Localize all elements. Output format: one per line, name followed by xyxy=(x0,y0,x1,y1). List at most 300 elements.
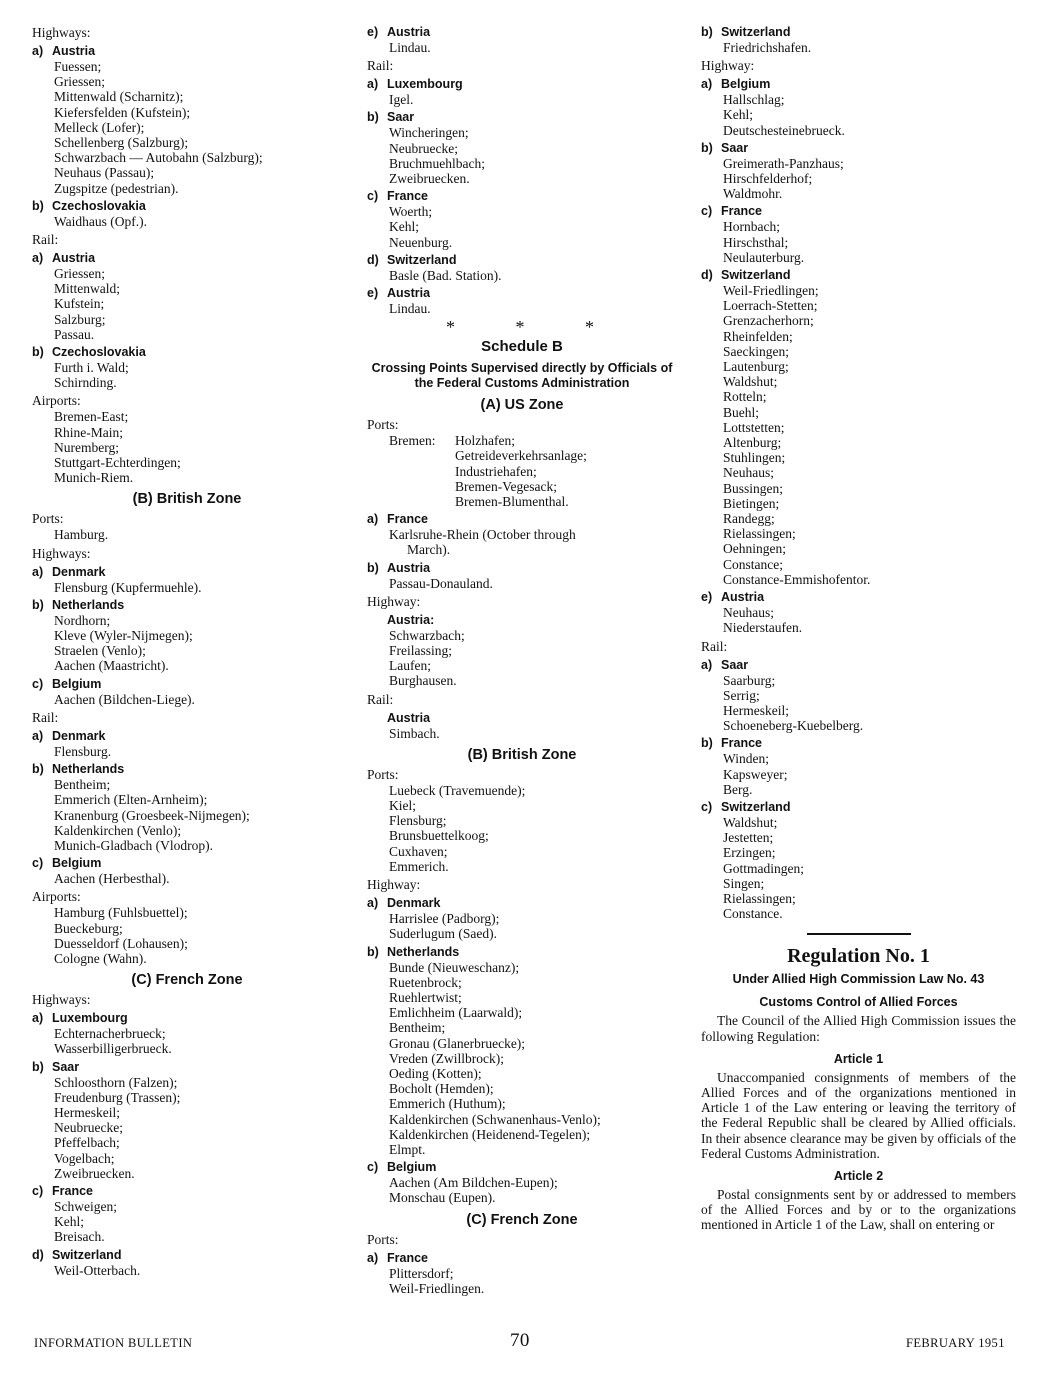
country-heading xyxy=(367,188,677,204)
place-item: Luebeck (Travemuende); xyxy=(389,782,526,798)
country-name: Belgium xyxy=(721,77,771,92)
place-item: Bueckeburg; xyxy=(54,920,123,936)
list-letter: d) xyxy=(701,268,713,283)
place-item: Constance; xyxy=(723,556,783,572)
place-item: Bruchmuehlbach; xyxy=(389,155,485,171)
place-item: Emlichheim (Laarwald); xyxy=(389,1005,523,1021)
place-item: Hermeskeil; xyxy=(723,702,789,718)
country-name: Switzerland xyxy=(721,799,791,814)
place-item: Neubruecke; xyxy=(389,140,458,156)
place-item: Hallschlag; xyxy=(723,92,785,108)
place-list xyxy=(701,605,1016,635)
country-heading xyxy=(701,799,1016,815)
footer-page-number: 70 xyxy=(510,1330,530,1351)
place-item: Schellenberg (Salzburg); xyxy=(54,135,189,151)
list-letter: b) xyxy=(367,110,379,125)
country-heading xyxy=(32,855,342,871)
country-heading xyxy=(367,895,677,911)
country-heading xyxy=(32,198,342,214)
country-heading xyxy=(367,285,677,301)
place-item: Schloosthorn (Falzen); xyxy=(54,1074,178,1090)
list-letter: b) xyxy=(32,198,44,213)
place-item: Kiel; xyxy=(389,798,416,814)
place-list xyxy=(367,527,677,557)
list-letter: a) xyxy=(701,77,713,92)
place-item: Lindau. xyxy=(389,301,431,317)
place-item: Harrislee (Padborg); xyxy=(389,911,500,927)
place-list xyxy=(367,628,677,689)
list-letter: c) xyxy=(32,1183,44,1198)
place-item: Neulauterburg. xyxy=(723,249,805,265)
category-label: Rail: xyxy=(367,691,394,707)
category-label: Highways: xyxy=(32,545,91,561)
list-letter: e) xyxy=(701,590,713,605)
place-item: Greimerath-Panzhaus; xyxy=(723,155,844,171)
country-heading xyxy=(367,252,677,268)
country-name: France xyxy=(721,736,762,751)
place-item: Saarburg; xyxy=(723,672,776,688)
place-list xyxy=(367,268,677,283)
place-list xyxy=(32,613,342,674)
country-heading xyxy=(367,24,677,40)
place-item: Ruetenbrock; xyxy=(389,974,462,990)
place-list xyxy=(32,744,342,759)
place-item: Rielassingen; xyxy=(723,526,796,542)
list-letter: b) xyxy=(701,25,713,39)
country-name: Belgium xyxy=(387,1160,437,1175)
place-item: March). xyxy=(407,542,451,558)
place-item: Aachen (Maastricht). xyxy=(54,658,169,674)
country-name: Austria xyxy=(721,590,765,605)
place-item: Aachen (Am Bildchen-Eupen); xyxy=(389,1175,558,1191)
place-item: Waldmohr. xyxy=(723,186,783,202)
country-name: France xyxy=(52,1183,93,1198)
place-item: Kehl; xyxy=(389,219,419,235)
category-label: Highways: xyxy=(32,992,91,1008)
place-item: Lottstetten; xyxy=(723,419,785,435)
place-item: Furth i. Wald; xyxy=(54,360,129,376)
place-item: Munich-Riem. xyxy=(54,470,134,486)
place-list xyxy=(367,204,677,250)
place-item: Kehl; xyxy=(723,107,753,123)
place-item: Elmpt. xyxy=(389,1141,426,1157)
place-item: Erzingen; xyxy=(723,845,776,861)
country-name: Austria xyxy=(387,286,431,301)
country-heading xyxy=(701,140,1016,156)
place-item: Bremen-East; xyxy=(54,409,129,425)
country-name: Austria xyxy=(387,25,431,39)
place-item: Neuhaus; xyxy=(723,465,774,481)
place-list xyxy=(701,673,1016,734)
list-letter: a) xyxy=(367,512,379,527)
country-heading xyxy=(367,109,677,125)
place-item: Bietingen; xyxy=(723,495,780,511)
list-letter: b) xyxy=(367,560,379,575)
country-heading xyxy=(32,1059,342,1075)
list-letter: a) xyxy=(32,1011,44,1026)
place-item: Vogelbach; xyxy=(54,1150,115,1166)
place-item: Neubruecke; xyxy=(54,1120,123,1136)
place-item: Cologne (Wahn). xyxy=(54,950,147,966)
list-letter: a) xyxy=(32,564,44,579)
country-heading xyxy=(367,560,677,576)
place-item: Karlsruhe-Rhein (October through xyxy=(389,527,576,543)
place-item: Grenzacherhorn; xyxy=(723,313,814,329)
section-heading: Customs Control of Allied Forces xyxy=(759,995,958,1010)
country-heading xyxy=(367,1159,677,1175)
place-list xyxy=(32,409,342,485)
place-list xyxy=(701,751,1016,797)
place-item: Flensburg (Kupfermuehle). xyxy=(54,579,202,595)
country-name: Saar xyxy=(387,110,415,125)
place-list xyxy=(367,576,677,591)
place-item: Loerrach-Stetten; xyxy=(723,298,818,314)
regulation-subtitle: Under Allied High Commission Law No. 43 xyxy=(732,972,985,987)
place-list xyxy=(367,40,677,55)
place-item: Flensburg. xyxy=(54,743,112,759)
bremen-port-list xyxy=(455,433,587,509)
place-item: Randegg; xyxy=(723,511,775,527)
place-item: Griessen; xyxy=(54,74,105,90)
country-heading xyxy=(32,676,342,692)
place-item: Bremen-Vegesack; xyxy=(455,478,557,494)
place-item: Lautenburg; xyxy=(723,359,789,375)
place-item: Waidhaus (Opf.). xyxy=(54,213,148,229)
place-item: Bunde (Nieuweschanz); xyxy=(389,959,520,975)
place-item: Emmerich (Elten-Arnheim); xyxy=(54,792,208,808)
list-letter: a) xyxy=(32,44,44,58)
place-list xyxy=(701,40,1016,55)
place-item: Zugspitze (pedestrian). xyxy=(54,180,179,196)
schedule-subtitle: Crossing Points Supervised directly by Officials of the Federal Customs Administration xyxy=(371,361,673,391)
place-item: Serrig; xyxy=(723,687,760,703)
category-label: Rail: xyxy=(367,58,394,74)
place-item: Rotteln; xyxy=(723,389,767,405)
country-name: Belgium xyxy=(52,856,102,871)
horizontal-rule xyxy=(807,933,911,935)
place-item: Gottmadingen; xyxy=(723,860,804,876)
place-item: Bocholt (Hemden); xyxy=(389,1081,494,1097)
place-item: Hamburg. xyxy=(54,527,109,543)
place-item: Vreden (Zwillbrock); xyxy=(389,1050,505,1066)
list-letter: c) xyxy=(32,856,44,871)
place-item: Salzburg; xyxy=(54,311,106,327)
place-item: Basle (Bad. Station). xyxy=(389,267,502,283)
country-name: Saar xyxy=(52,1059,80,1074)
place-item: Stuttgart-Echterdingen; xyxy=(54,455,181,471)
place-list xyxy=(32,580,342,595)
place-item: Buehl; xyxy=(723,404,759,420)
zone-heading: (C) French Zone xyxy=(131,972,243,989)
place-item: Kiefersfelden (Kufstein); xyxy=(54,104,191,120)
place-item: Hirschfelderhof; xyxy=(723,171,813,187)
place-item: Passau-Donauland. xyxy=(389,575,493,591)
column-3 xyxy=(701,22,1016,1233)
place-item: Burghausen. xyxy=(389,673,457,689)
place-item: Cuxhaven; xyxy=(389,843,448,859)
place-list xyxy=(367,726,677,741)
place-item: Breisach. xyxy=(54,1229,105,1245)
place-item: Rielassingen; xyxy=(723,890,796,906)
country-name: Austria: xyxy=(387,612,435,627)
country-name: Saar xyxy=(721,140,749,155)
country-name: Luxembourg xyxy=(387,77,463,92)
country-heading xyxy=(701,203,1016,219)
place-list xyxy=(367,911,677,941)
country-name: Austria xyxy=(52,44,96,58)
country-heading xyxy=(701,24,1016,40)
paragraph: Postal consignments sent by or addressed to members of the Allied Forces and by or to the organizations mentioned in Article 1 of the Law, shall on entering or xyxy=(701,1186,1016,1233)
list-letter: a) xyxy=(367,896,379,911)
bremen-ports xyxy=(367,433,677,509)
place-item: Neuenburg. xyxy=(389,234,453,250)
country-heading xyxy=(367,76,677,92)
list-letter: b) xyxy=(32,345,44,360)
country-heading xyxy=(701,657,1016,673)
place-list xyxy=(367,125,677,186)
place-item: Kaldenkirchen (Schwanenhaus-Venlo); xyxy=(389,1111,601,1127)
list-letter: d) xyxy=(367,252,379,267)
list-letter: c) xyxy=(367,189,379,204)
list-letter: a) xyxy=(32,251,44,266)
list-letter: b) xyxy=(32,762,44,777)
list-letter: c) xyxy=(367,1160,379,1175)
place-item: Neuhaus; xyxy=(723,605,774,621)
country-heading xyxy=(32,344,342,360)
place-item: Munich-Gladbach (Vlodrop). xyxy=(54,837,213,853)
place-item: Kehl; xyxy=(54,1214,84,1230)
list-letter: a) xyxy=(367,77,379,92)
place-list xyxy=(32,871,342,886)
place-list xyxy=(32,777,342,853)
place-list xyxy=(32,905,342,966)
place-list xyxy=(367,783,677,874)
place-item: Kaldenkirchen (Venlo); xyxy=(54,822,182,838)
place-item: Freudenburg (Trassen); xyxy=(54,1089,181,1105)
place-item: Kaldenkirchen (Heidenend-Tegelen); xyxy=(389,1126,591,1142)
country-name: Luxembourg xyxy=(52,1011,128,1026)
place-item: Weil-Friedlingen; xyxy=(723,283,819,299)
place-list xyxy=(367,960,677,1158)
country-heading xyxy=(32,761,342,777)
column-1 xyxy=(32,22,342,1278)
zone-heading: (B) British Zone xyxy=(132,491,242,508)
place-item: Berg. xyxy=(723,781,753,797)
list-letter: c) xyxy=(32,676,44,691)
place-item: Lindau. xyxy=(389,40,431,55)
country-name: Denmark xyxy=(387,896,441,911)
country-name: Austria xyxy=(387,560,431,575)
place-item: Freilassing; xyxy=(389,643,452,659)
place-item: Weil-Friedlingen. xyxy=(389,1280,485,1296)
place-item: Aachen (Herbesthal). xyxy=(54,871,170,887)
place-item: Saeckingen; xyxy=(723,343,789,359)
place-item: Oehningen; xyxy=(723,541,786,557)
place-list xyxy=(367,301,677,316)
place-item: Schwarzbach — Autobahn (Salzburg); xyxy=(54,150,263,166)
place-item: Mittenwald; xyxy=(54,281,120,297)
place-list xyxy=(32,1026,342,1056)
place-list xyxy=(367,1266,677,1296)
place-item: Wasserbilligerbrueck. xyxy=(54,1041,172,1057)
place-item: Constance. xyxy=(723,906,783,922)
place-item: Industriehafen; xyxy=(455,463,537,479)
category-label: Rail: xyxy=(32,232,59,248)
place-list xyxy=(367,1175,677,1205)
country-name: Netherlands xyxy=(52,762,125,777)
place-item: Woerth; xyxy=(389,204,433,220)
place-item: Monschau (Eupen). xyxy=(389,1190,496,1206)
place-item: Straelen (Venlo); xyxy=(54,643,146,659)
place-item: Plittersdorf; xyxy=(389,1265,454,1281)
place-list xyxy=(701,156,1016,202)
list-letter: a) xyxy=(32,728,44,743)
place-item: Schoeneberg-Kuebelberg. xyxy=(723,718,864,734)
place-item: Getreideverkehrsanlage; xyxy=(455,448,587,464)
place-item: Friedrichshafen. xyxy=(723,40,812,55)
place-item: Holzhafen; xyxy=(455,433,515,449)
place-item: Rheinfelden; xyxy=(723,328,793,344)
place-item: Melleck (Lofer); xyxy=(54,119,145,135)
country-name: Switzerland xyxy=(721,25,791,39)
place-item: Rhine-Main; xyxy=(54,424,123,440)
place-list xyxy=(701,92,1016,138)
place-item: Emmerich. xyxy=(389,858,449,874)
list-letter: d) xyxy=(32,1247,44,1262)
country-heading xyxy=(367,511,677,527)
country-name: Austria xyxy=(52,251,96,266)
list-letter: a) xyxy=(701,657,713,672)
place-item: Fuessen; xyxy=(54,59,102,74)
place-item: Duesseldorf (Lohausen); xyxy=(54,935,188,951)
country-name: France xyxy=(721,204,762,219)
country-heading xyxy=(701,76,1016,92)
paragraph: The Council of the Allied High Commission issues the following Regulation: xyxy=(701,1013,1016,1044)
country-heading xyxy=(32,43,342,59)
list-letter: e) xyxy=(367,25,379,39)
place-item: Kranenburg (Groesbeek-Nijmegen); xyxy=(54,807,250,823)
place-item: Hamburg (Fuhlsbuettel); xyxy=(54,905,188,921)
country-heading xyxy=(32,597,342,613)
place-item: Flensburg; xyxy=(389,813,447,829)
country-name: Switzerland xyxy=(721,268,791,283)
place-item: Bentheim; xyxy=(389,1020,446,1036)
country-heading xyxy=(367,944,677,960)
place-item: Waldshut; xyxy=(723,374,778,390)
place-item: Winden; xyxy=(723,751,769,767)
place-item: Nordhorn; xyxy=(54,612,111,628)
category-label: Highway: xyxy=(701,58,755,74)
place-list xyxy=(32,1075,342,1181)
country-heading xyxy=(701,735,1016,751)
place-item: Oeding (Kotten); xyxy=(389,1065,482,1081)
place-item: Kapsweyer; xyxy=(723,766,788,782)
list-letter: e) xyxy=(367,286,379,301)
place-list xyxy=(701,283,1016,587)
category-label: Highway: xyxy=(367,593,421,609)
place-item: Hirschsthal; xyxy=(723,234,789,250)
place-item: Suderlugum (Saed). xyxy=(389,926,497,942)
place-item: Ruehlertwist; xyxy=(389,989,462,1005)
country-name: Switzerland xyxy=(387,252,457,267)
category-label: Highway: xyxy=(367,877,421,893)
place-item: Niederstaufen. xyxy=(723,620,803,636)
place-list xyxy=(32,266,342,342)
category-label: Highways: xyxy=(32,25,91,40)
place-item: Schirnding. xyxy=(54,375,117,391)
country-heading xyxy=(32,564,342,580)
category-label: Rail: xyxy=(32,709,59,725)
section-heading: Article 1 xyxy=(833,1051,884,1066)
place-item: Schwarzbach; xyxy=(389,627,465,643)
place-item: Pfeffelbach; xyxy=(54,1135,120,1151)
place-item: Kleve (Wyler-Nijmegen); xyxy=(54,628,193,644)
place-item: Echternacherbrueck; xyxy=(54,1026,166,1042)
category-label: Ports: xyxy=(32,511,64,527)
place-item: Laufen; xyxy=(389,658,431,674)
zone-heading: (C) French Zone xyxy=(466,1211,578,1228)
list-letter: c) xyxy=(701,204,713,219)
place-list xyxy=(32,360,342,390)
place-item: Wincheringen; xyxy=(389,125,469,141)
place-list xyxy=(32,214,342,229)
country-name: Denmark xyxy=(52,728,106,743)
country-heading xyxy=(32,1010,342,1026)
place-item: Hornbach; xyxy=(723,219,780,235)
country-name: Saar xyxy=(721,657,749,672)
place-item: Nuremberg; xyxy=(54,439,119,455)
place-item: Bentheim; xyxy=(54,777,111,793)
country-name: Belgium xyxy=(52,676,102,691)
bremen-label: Bremen: xyxy=(389,433,436,449)
zone-heading: (A) US Zone xyxy=(480,397,564,414)
place-item: Passau. xyxy=(54,326,95,342)
country-name: France xyxy=(387,1250,428,1265)
country-name: Czechoslovakia xyxy=(52,198,146,213)
place-item: Waldshut; xyxy=(723,814,778,830)
country-heading xyxy=(701,589,1016,605)
section-heading: Article 2 xyxy=(833,1168,884,1183)
category-label: Ports: xyxy=(367,417,399,433)
schedule-title: Schedule B xyxy=(481,338,563,356)
list-letter: b) xyxy=(701,736,713,751)
country-heading xyxy=(32,1183,342,1199)
list-letter: b) xyxy=(367,944,379,959)
place-list xyxy=(32,1199,342,1245)
list-letter: c) xyxy=(701,799,713,814)
country-name: Czechoslovakia xyxy=(52,345,146,360)
place-list xyxy=(32,527,342,542)
list-letter: b) xyxy=(32,1059,44,1074)
place-item: Neuhaus (Passau); xyxy=(54,165,155,181)
list-letter: a) xyxy=(367,1250,379,1265)
place-item: Weil-Otterbach. xyxy=(54,1262,141,1278)
place-item: Singen; xyxy=(723,875,765,891)
paragraph: Unaccompanied consignments of members of the Allied Forces and of the organizations mentioned in Article 1 of the Law entering or leaving the territory of the Federal Republic shall be cleared by Allied officials. In their absence clearance may be given by officials of the Federal Customs Administration. xyxy=(701,1069,1016,1161)
category-label: Airports: xyxy=(32,393,81,409)
country-name: Austria xyxy=(387,710,431,725)
place-item: Hermeskeil; xyxy=(54,1104,120,1120)
list-letter: b) xyxy=(32,597,44,612)
country-name: France xyxy=(387,189,428,204)
zone-heading: (B) British Zone xyxy=(467,746,577,763)
place-item: Altenburg; xyxy=(723,435,782,451)
place-item: Simbach. xyxy=(389,725,440,741)
place-item: Bussingen; xyxy=(723,480,784,496)
country-name: Denmark xyxy=(52,564,106,579)
place-item: Igel. xyxy=(389,92,414,108)
place-item: Kufstein; xyxy=(54,296,105,312)
